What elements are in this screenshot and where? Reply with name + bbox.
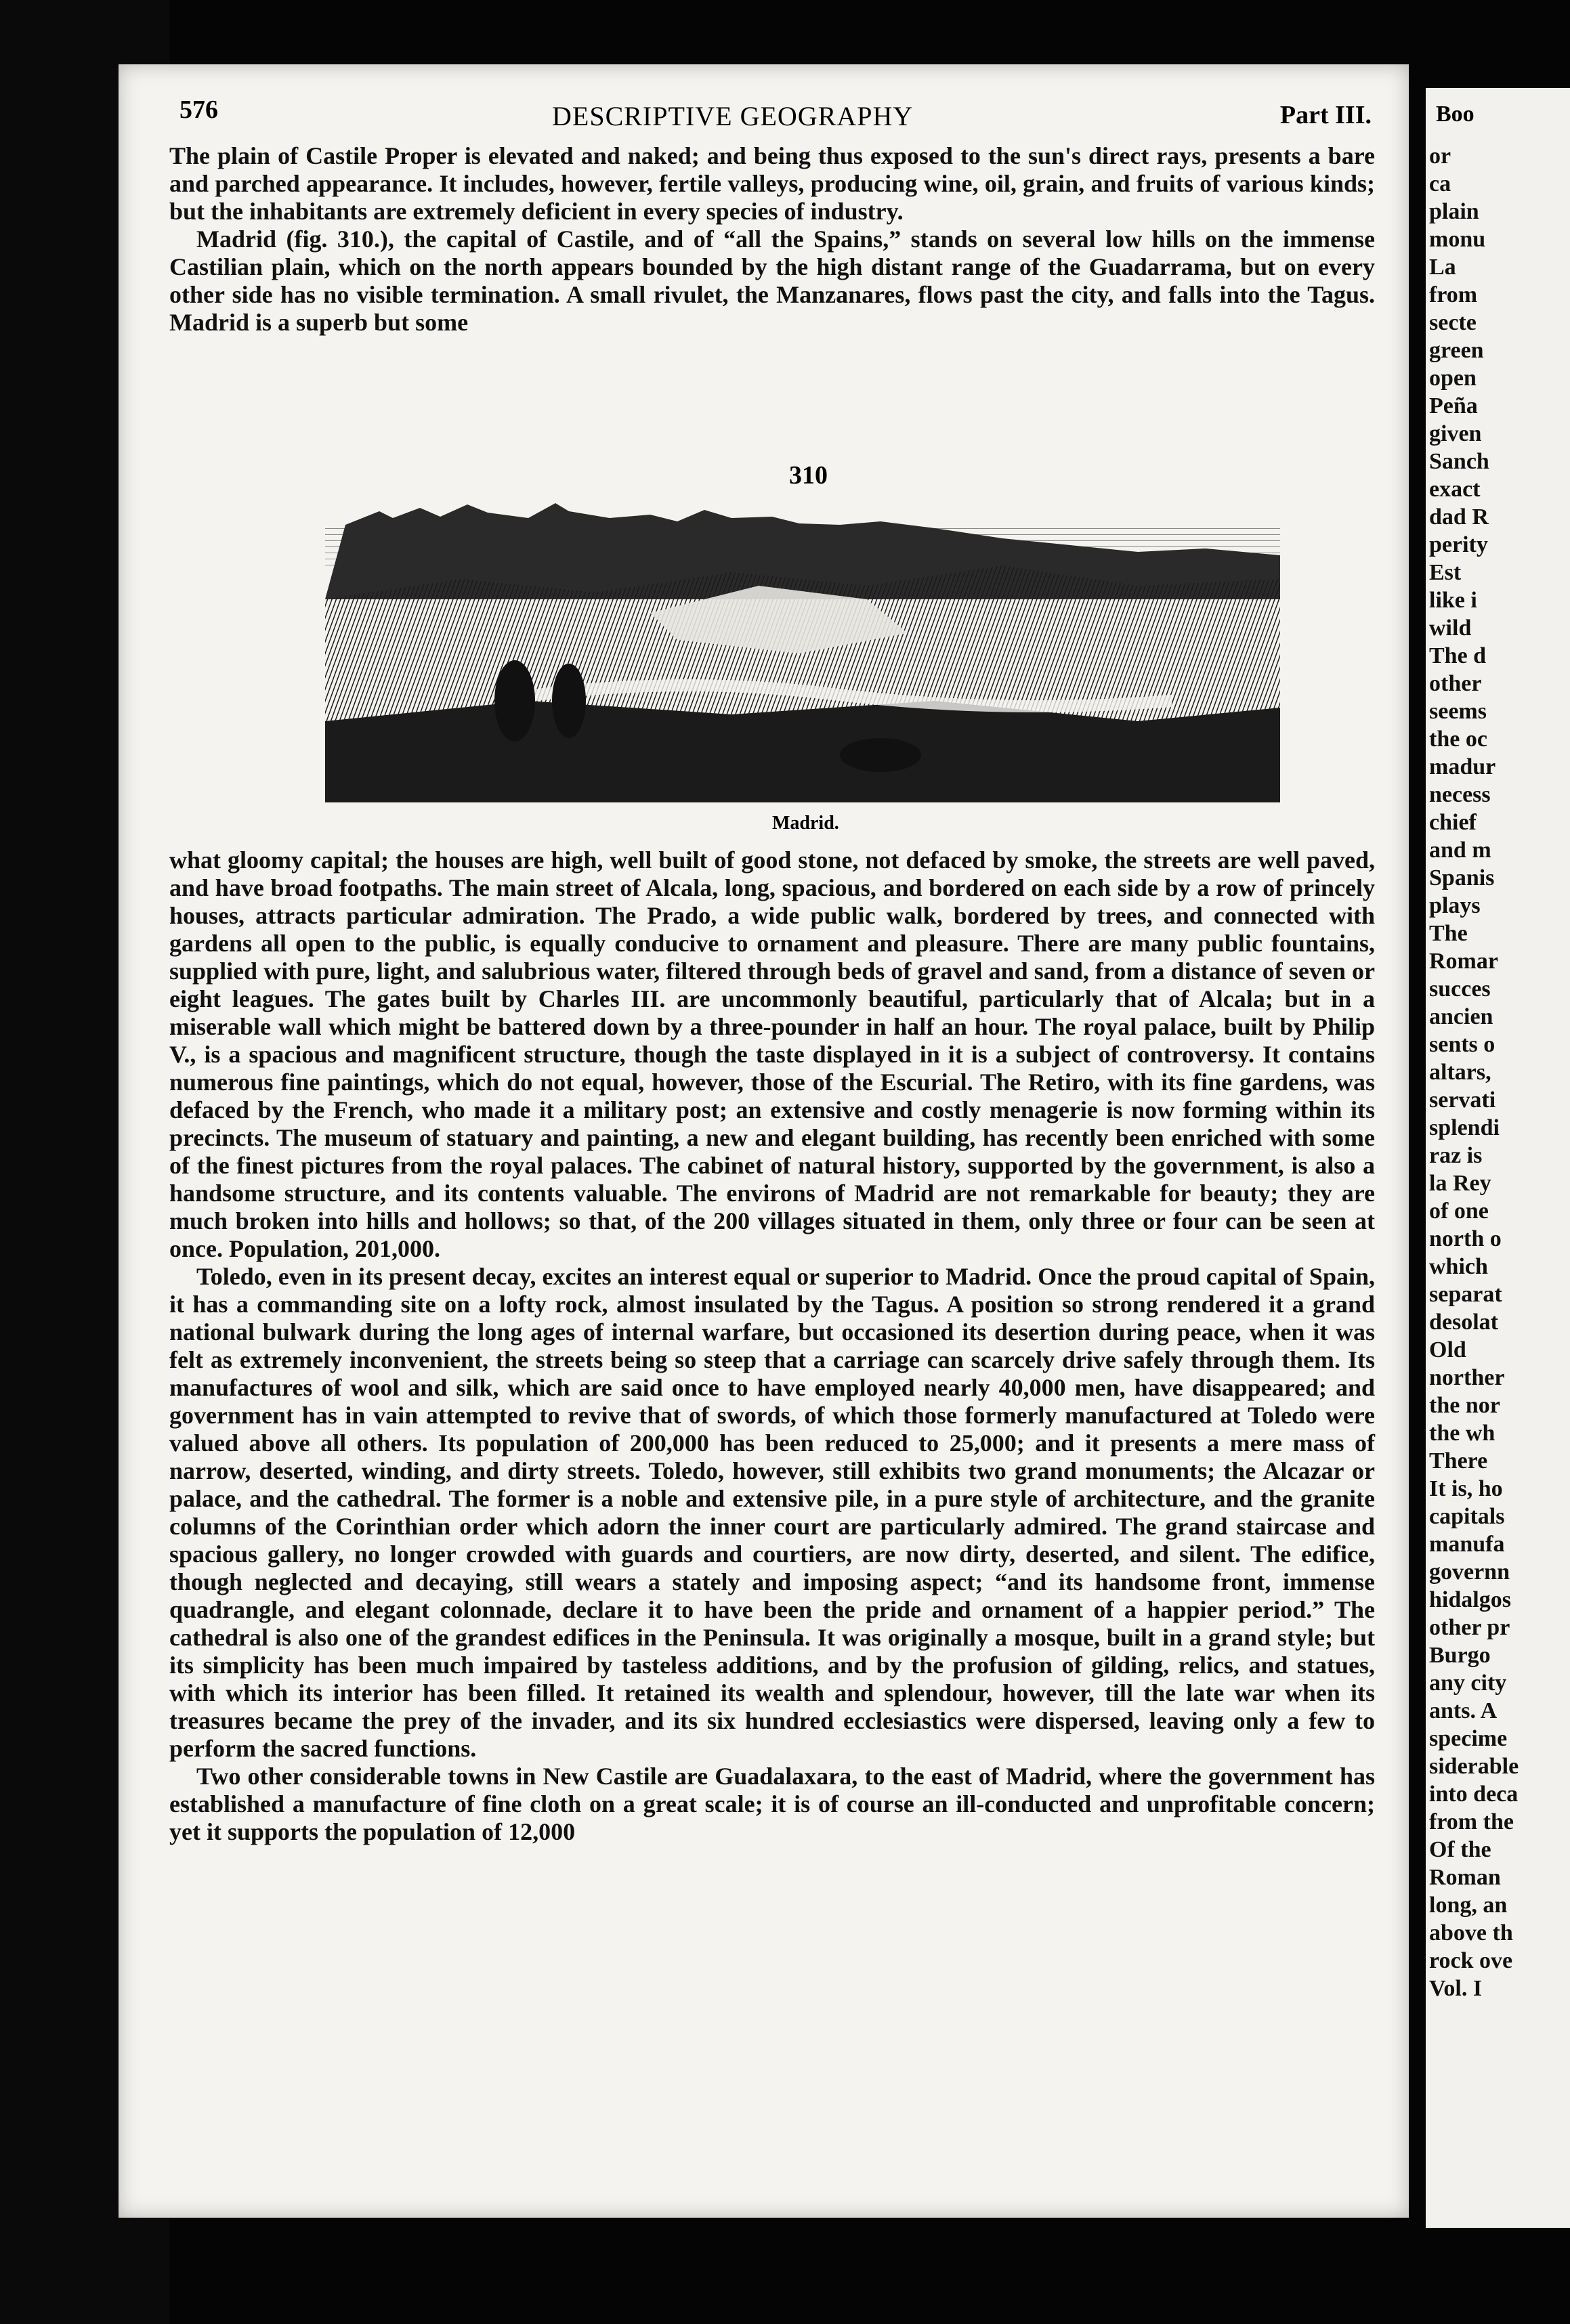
right-page-line: norther: [1429, 1365, 1505, 1390]
right-page-line: seems: [1429, 699, 1487, 724]
right-page-line: The: [1429, 921, 1468, 946]
right-page-line: desolat: [1429, 1310, 1498, 1335]
right-page-line: chief: [1429, 810, 1477, 835]
right-page-line: siderable: [1429, 1754, 1519, 1779]
right-page-line: specime: [1429, 1726, 1508, 1751]
right-page-line: Peña: [1429, 393, 1478, 418]
page-header: [179, 95, 1372, 135]
figure-caption: Madrid.: [772, 813, 839, 834]
right-page-line: open: [1429, 366, 1477, 391]
right-page-line: hidalgos: [1429, 1587, 1511, 1612]
right-page-line: Vol. I: [1429, 1976, 1483, 2001]
right-page-line: Spanis: [1429, 865, 1495, 890]
right-page-line: manufa: [1429, 1532, 1505, 1557]
right-page-line: There: [1429, 1448, 1488, 1473]
right-page-line: La: [1429, 255, 1456, 280]
right-page-line: like i: [1429, 588, 1477, 613]
right-page-line: altars,: [1429, 1060, 1491, 1085]
right-page-line: or: [1429, 144, 1451, 169]
figure-number: 310: [789, 461, 828, 490]
right-page-line: the oc: [1429, 727, 1487, 752]
page-number: 576: [179, 95, 218, 124]
part-label: Part III.: [1279, 101, 1372, 129]
right-page-line: Of the: [1429, 1837, 1491, 1862]
right-page-line: green: [1429, 338, 1484, 363]
right-page-line: exact: [1429, 477, 1481, 502]
right-page-line: capitals: [1429, 1504, 1505, 1529]
paragraph: Toledo, even in its present decay, excites an interest equal or superior to Madrid. Once the proud capital of Spain, it has a commanding site on a lofty rock, almost insulated by the Tagus. A position so strong rendered it a grand national bulwark during the long ages of internal warfare, but occasioned its desertion during peace, when it was felt as extremely inconvenient, the streets being so steep that a carriage can scarcely drive safely through them. Its manufactures of wool and silk, which are said once to have employed nearly 40,000 men, have disappeared; and government has in vain attempted to revive that of swords, of which those formerly manufactured at Toledo were valued above all others. Its population of 200,000 has been reduced to 25,000; and it presents a mere mass of narrow, deserted, winding, and dirty streets. Toledo, however, still exhibits two grand monuments; the Alcazar or palace, and the cathedral. The former is a noble and extensive pile, in a pure style of architecture, and the granite columns of the Corinthian order which adorn the inner court are particularly admired. The grand staircase and spacious gallery, no longer crowded with guards and courtiers, are now dirty, deserted, and silent. The edifice, though neglected and decaying, still wears a stately and imposing aspect; “and its handsome front, immense quadrangle, and elegant colonnade, declare it to have been the pride and ornament of a happier period.” The cathedral is also one of the grandest edifices in the Peninsula. It was originally a mosque, built in a grand style; but its simplicity has been much impaired by tasteless additions, and by the profusion of gilding, relics, and statues, with which its interior has been filled. It retained its wealth and splendour, however, till the late war when its treasures became the prey of the invader, and its six hundred ecclesiastics were dispersed, leaving only a few to perform the sacred functions.: [169, 1263, 1375, 1762]
right-page-line: Romar: [1429, 949, 1498, 974]
right-page-line: and m: [1429, 838, 1491, 863]
right-page-line: Roman: [1429, 1865, 1501, 1890]
paragraph: The plain of Castile Proper is elevated and naked; and being thus exposed to the sun's direct rays, presents a bare and parched appearance. It includes, however, fertile valleys, producing wine, oil, grain, and fruits of various kinds; but the inhabitants are extremely deficient in every species of industry.: [169, 142, 1375, 225]
madrid-engraving: [325, 498, 1280, 802]
right-page-line: from the: [1429, 1809, 1514, 1834]
right-page-line: splendi: [1429, 1115, 1500, 1140]
right-page-line: secte: [1429, 310, 1477, 335]
right-page-line: The d: [1429, 643, 1487, 668]
right-page-line: Burgo: [1429, 1643, 1491, 1668]
right-page-line: any city: [1429, 1671, 1507, 1696]
right-page-header: Boo: [1436, 102, 1474, 127]
right-page-line: separat: [1429, 1282, 1502, 1307]
right-page-line: Est: [1429, 560, 1462, 585]
right-page-line: of one: [1429, 1199, 1489, 1224]
right-page-line: long, an: [1429, 1893, 1508, 1918]
right-page-line: Old: [1429, 1337, 1466, 1362]
right-page-line: rock ove: [1429, 1948, 1513, 1973]
right-page-line: la Rey: [1429, 1171, 1491, 1196]
right-page-line: plain: [1429, 199, 1479, 224]
right-page-line: ancien: [1429, 1004, 1493, 1029]
right-page-line: into deca: [1429, 1782, 1519, 1807]
right-page-line: wild: [1429, 616, 1472, 641]
right-page-line: monu: [1429, 227, 1486, 252]
paragraph: Two other considerable towns in New Castile are Guadalaxara, to the east of Madrid, where the government has established a manufacture of fine cloth on a great scale; it is of course an ill-conducted and unprofitable concern; yet it supports the population of 12,000: [169, 1763, 1375, 1845]
text-block-top: [169, 142, 1375, 337]
right-page-line: north o: [1429, 1226, 1502, 1251]
right-page-line: madur: [1429, 754, 1496, 779]
right-page-line: governn: [1429, 1559, 1510, 1585]
right-page-line: given: [1429, 421, 1482, 446]
paragraph: what gloomy capital; the houses are high, well built of good stone, not defaced by smoke, the streets are well paved, and have broad footpaths. The main street of Alcala, long, spacious, and bordered on each side by a row of princely houses, attracts particular admiration. The Prado, a wide public walk, bordered by trees, and connected with gardens all open to the public, is equally conducive to ornament and pleasure. There are many public fountains, supplied with pure, light, and salubrious water, filtered through beds of gravel and sand, from a distance of seven or eight leagues. The gates built by Charles III. are uncommonly beautiful, particularly that of Alcala; but in a miserable wall which might be battered down by a three-pounder in half an hour. The royal palace, built by Philip V., is a spacious and magnificent structure, though the taste displayed in it is a subject of controversy. It contains numerous fine paintings, which do not equal, however, those of the Escurial. The Retiro, with its fine gardens, was defaced by the French, who made it a military post; an extensive and costly menagerie is now forming within its precincts. The museum of statuary and painting, a new and elegant building, has recently been enriched with some of the finest pictures from the royal palaces. The cabinet of natural history, supported by the government, is also a handsome structure, and its contents valuable. The environs of Madrid are not remarkable for beauty; they are much broken into hills and hollows; so that, of the 200 villages situated in them, only three or four can be seen at once. Population, 201,000.: [169, 846, 1375, 1262]
right-page-line: from: [1429, 282, 1478, 307]
text-block-bottom: [169, 846, 1375, 1846]
right-page-line: perity: [1429, 532, 1488, 557]
right-page-line: other: [1429, 671, 1482, 696]
right-page-line: plays: [1429, 893, 1481, 918]
right-page-line: which: [1429, 1254, 1488, 1279]
right-page-line: It is, ho: [1429, 1476, 1503, 1501]
right-page-line: Sanch: [1429, 449, 1489, 474]
right-page-line: succes: [1429, 976, 1491, 1002]
right-page-line: ca: [1429, 171, 1451, 196]
right-page-line: ants. A: [1429, 1698, 1498, 1723]
right-page-line: necess: [1429, 782, 1491, 807]
right-page-line: servati: [1429, 1088, 1496, 1113]
right-page-line: the nor: [1429, 1393, 1500, 1418]
running-title: DESCRIPTIVE GEOGRAPHY: [552, 101, 914, 131]
right-page-line: other pr: [1429, 1615, 1510, 1640]
right-page-line: above th: [1429, 1920, 1513, 1945]
paragraph: Madrid (fig. 310.), the capital of Castile, and of “all the Spains,” stands on several low hills on the immense Castilian plain, which on the north appears bounded by the high distant range of the Guadarrama, but on every other side has no visible termination. A small rivulet, the Manzanares, flows past the city, and falls into the Tagus. Madrid is a superb but some: [169, 225, 1375, 336]
right-page-line: dad R: [1429, 504, 1489, 530]
right-page-line: raz is: [1429, 1143, 1483, 1168]
right-page-line: sents o: [1429, 1032, 1495, 1057]
right-page-line: the wh: [1429, 1421, 1495, 1446]
